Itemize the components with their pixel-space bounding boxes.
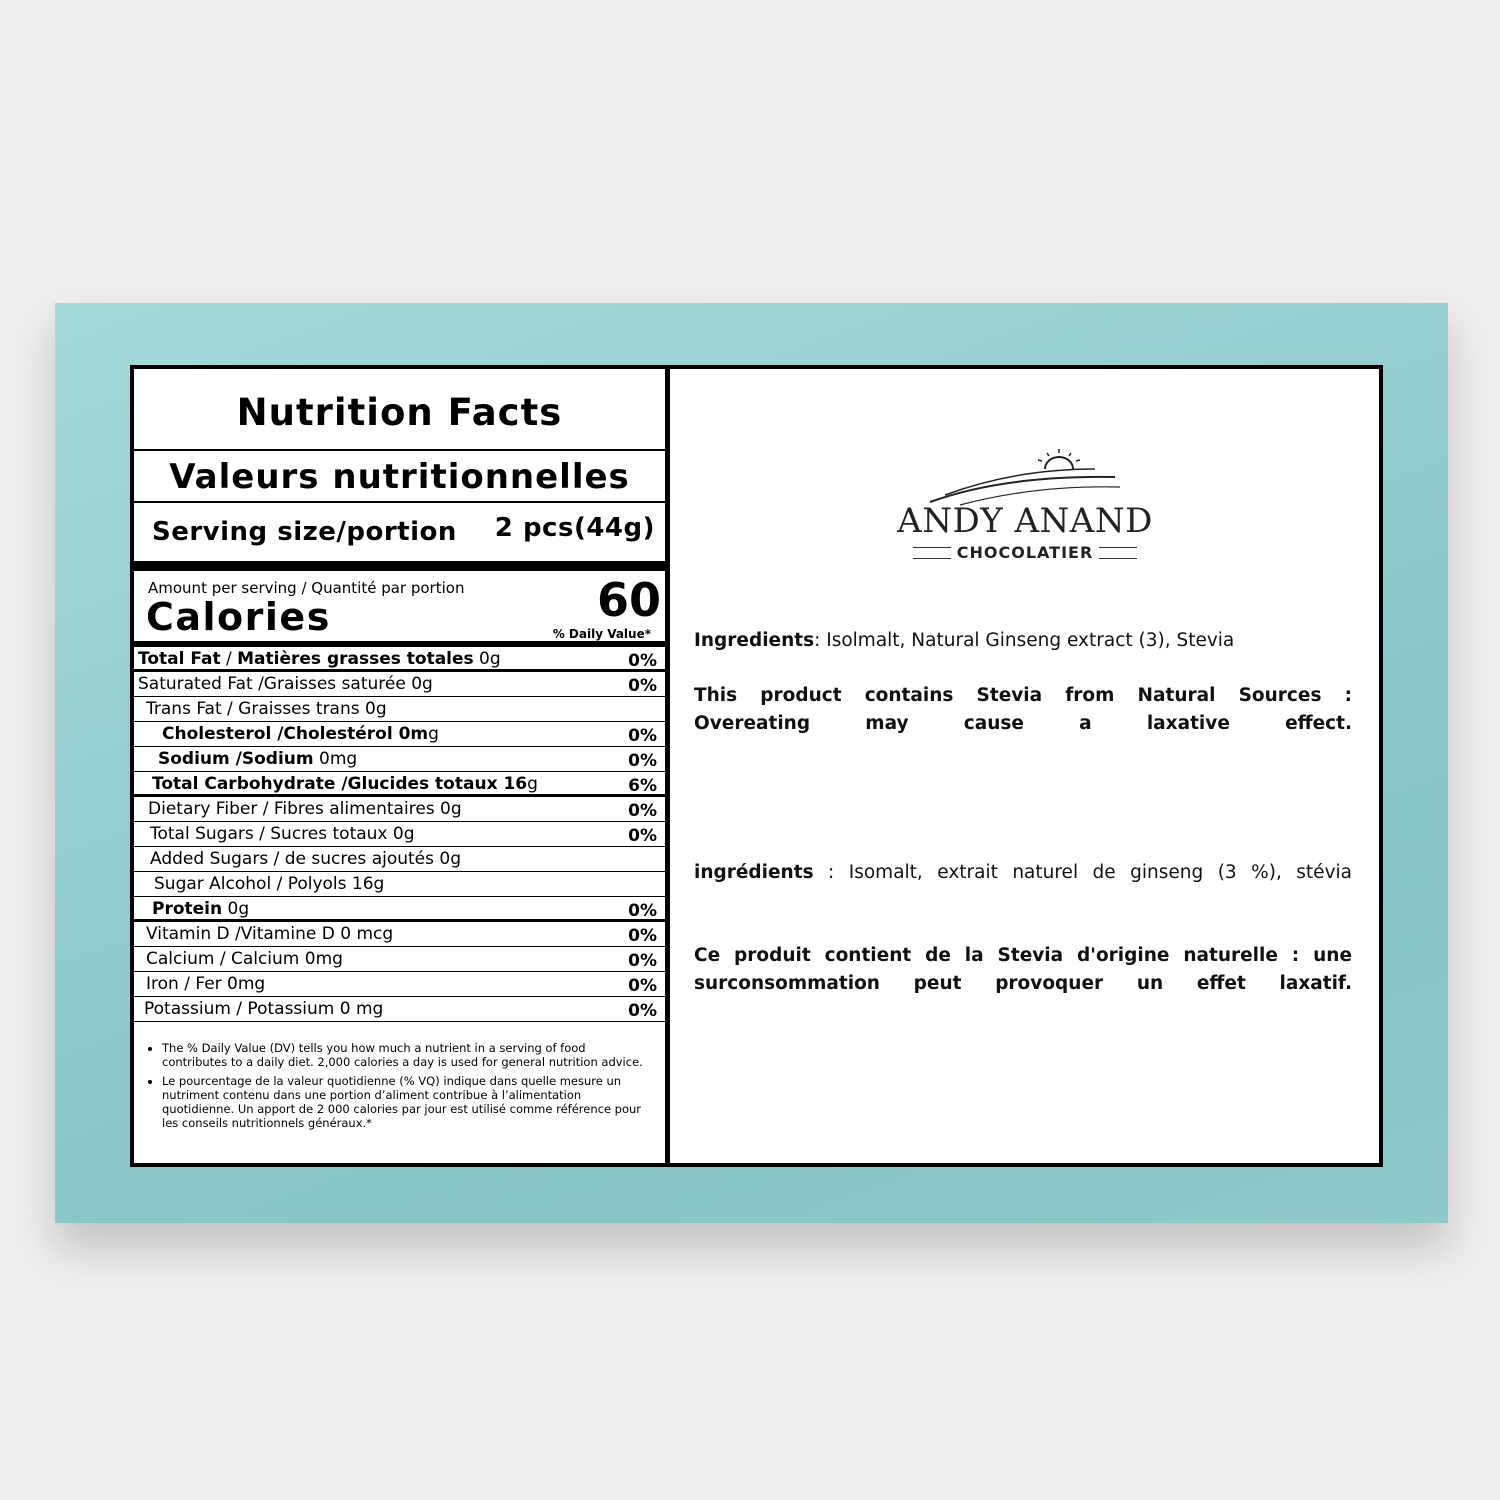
daily-value-percent: 0% [628, 651, 657, 671]
brand-name: ANDY ANAND [897, 501, 1153, 541]
daily-value-header: % Daily Value* [552, 627, 651, 641]
daily-value-percent: 0% [628, 801, 657, 821]
nutrition-title-fr: Valeurs nutritionnelles [134, 451, 665, 503]
nutrient-name: Sugar Alcohol / Polyols 16g [154, 874, 385, 894]
footnotes [148, 1041, 653, 1135]
nutrient-name: Potassium / Potassium 0 mg [144, 999, 384, 1019]
ingredients-fr [694, 859, 1352, 887]
nutrient-name: Protein 0g [152, 899, 250, 919]
nutrient-row [134, 772, 665, 797]
ingredients-label-en: Ingredients [694, 630, 815, 651]
nutrient-row [134, 847, 665, 872]
nutrition-facts-table [134, 369, 670, 1163]
nutrient-row [134, 822, 665, 847]
nutrient-row [134, 722, 665, 747]
ingredients-panel [670, 369, 1379, 1163]
nutrient-row [134, 872, 665, 897]
ingredients-en [694, 627, 1352, 655]
nutrient-name: Cholesterol /Cholestérol 0mg [162, 724, 439, 744]
nutrient-row [134, 997, 665, 1022]
footnote-fr: • Le pourcentage de la valeur quotidienne (% VQ) indique dans quelle mesure un nutriment contenu dans une portion d’aliment contribue à l’alimentation quotidienne. Un apport de 2 000 calories par jour est utilisé comme référence pour les conseils nutritionnels généraux.* [162, 1074, 653, 1130]
footnote-en: • The % Daily Value (DV) tells you how much a nutrient in a serving of food contributes to a daily diet. 2,000 calories a day is used for general nutrition advice. [162, 1041, 653, 1069]
nutrient-row [134, 747, 665, 772]
nutrient-row [134, 897, 665, 922]
brand-tagline: CHOCOLATIER [956, 543, 1094, 562]
nutrient-row [134, 922, 665, 947]
nutrient-row [134, 972, 665, 997]
daily-value-percent: 0% [628, 726, 657, 746]
calories-label: Calories [146, 595, 331, 639]
nutrient-name: Iron / Fer 0mg [146, 974, 266, 994]
nutrient-name: Added Sugars / de sucres ajoutés 0g [150, 849, 461, 869]
nutrient-name: Total Sugars / Sucres totaux 0g [150, 824, 415, 844]
daily-value-percent: 0% [628, 926, 657, 946]
serving-value: 2 pcs(44g) [494, 513, 655, 543]
nutrient-name: Saturated Fat /Graisses saturée 0g [138, 674, 433, 694]
calories-block [134, 573, 665, 647]
nutrient-name: Sodium /Sodium 0mg [158, 749, 358, 769]
nutrient-row [134, 647, 665, 672]
daily-value-percent: 6% [628, 776, 657, 796]
daily-value-percent: 0% [628, 951, 657, 971]
brand-logo [875, 447, 1175, 562]
daily-value-percent: 0% [628, 826, 657, 846]
serving-label: Serving size/portion [152, 517, 457, 547]
serving-size [134, 503, 665, 571]
warning-fr: Ce produit contient de la Stevia d'origine naturelle : une surconsommation peut provoquer un effet laxatif. [694, 945, 1352, 994]
ingredients-list-fr: : Isomalt, extrait naturel de ginseng (3 %), stévia [813, 862, 1352, 883]
nutrient-row [134, 672, 665, 697]
warning-en: This product contains Stevia from Natural Sources : Overeating may cause a laxative effect. [694, 685, 1352, 734]
sunrise-logo-icon [925, 447, 1125, 507]
daily-value-percent: 0% [628, 1001, 657, 1021]
label-panel [130, 365, 1383, 1167]
nutrition-title-en: Nutrition Facts [134, 369, 665, 451]
daily-value-percent: 0% [628, 751, 657, 771]
nutrient-name: Calcium / Calcium 0mg [146, 949, 343, 969]
calories-value: 60 [596, 573, 661, 627]
nutrient-name: Dietary Fiber / Fibres alimentaires 0g [148, 799, 462, 819]
amount-per-serving: Amount per serving / Quantité par portion [148, 579, 465, 597]
nutrient-rows [134, 647, 665, 1022]
ingredients-label-fr: ingrédients [694, 862, 814, 883]
daily-value-percent: 0% [628, 901, 657, 921]
nutrient-row [134, 797, 665, 822]
ingredients-list-en: : Isolmalt, Natural Ginseng extract (3), Stevia [814, 630, 1235, 651]
daily-value-percent: 0% [628, 976, 657, 996]
nutrient-name: Total Fat / Matières grasses totales 0g [138, 649, 501, 669]
nutrient-name: Vitamin D /Vitamine D 0 mcg [146, 924, 394, 944]
daily-value-percent: 0% [628, 676, 657, 696]
nutrient-name: Total Carbohydrate /Glucides totaux 16g [152, 774, 538, 794]
nutrient-row [134, 947, 665, 972]
nutrient-name: Trans Fat / Graisses trans 0g [146, 699, 387, 719]
nutrient-row [134, 697, 665, 722]
